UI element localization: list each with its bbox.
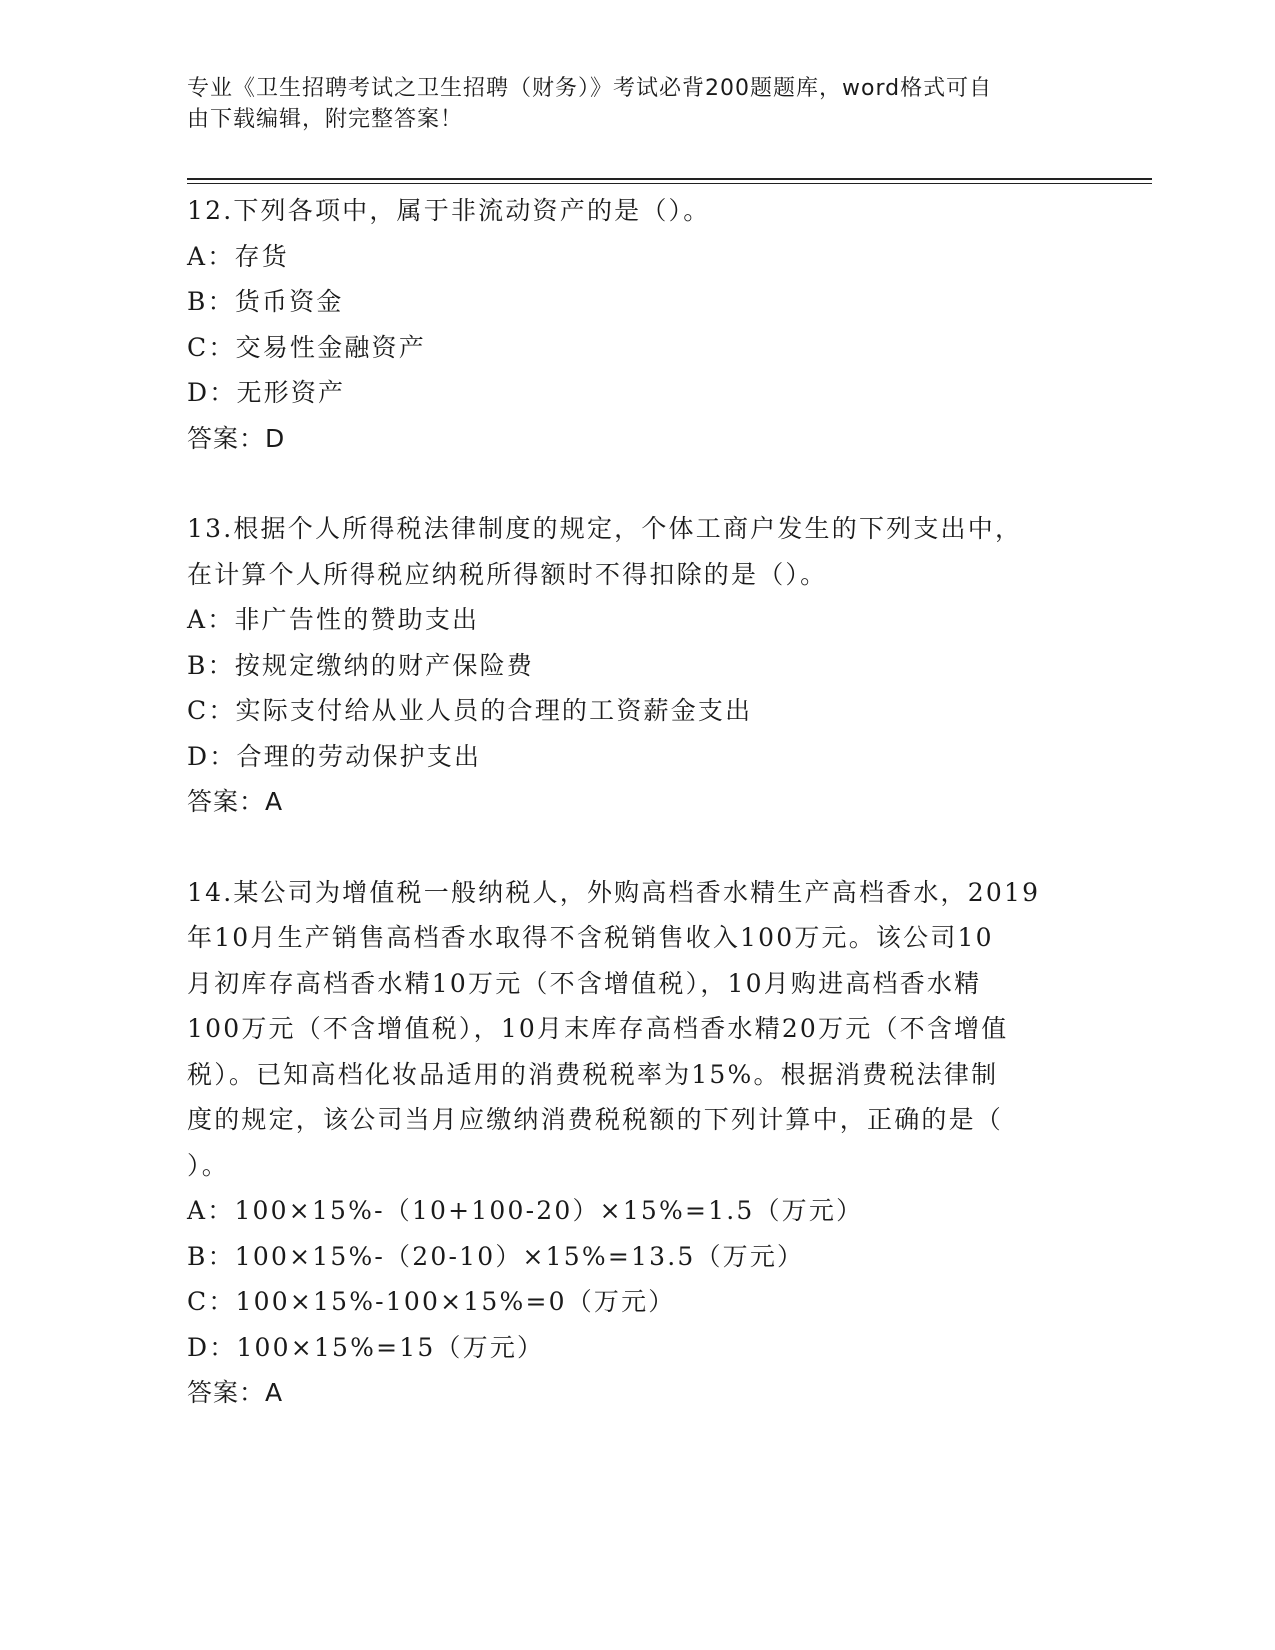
stem-line: ）。 [187,1150,229,1180]
question-stem [187,870,1087,1189]
question-stem [187,188,1087,234]
stem-line: 100万元（不含增值税），10月末库存高档香水精20万元（不含增值 [187,1014,1009,1043]
header-divider-thin [187,183,1152,184]
option-d: D：合理的劳动保护支出 [187,741,482,771]
document-header [187,73,1067,135]
stem-line: 年10月生产销售高档香水取得不含税销售收入100万元。该公司10 [187,923,994,952]
option-a: A：非广告性的赞助支出 [187,605,480,634]
header-divider [187,178,1152,180]
question-12 [187,188,1087,461]
option-b: B：按规定缴纳的财产保险费 [187,650,534,680]
option-c: C：交易性金融资产 [187,332,426,362]
header-line: 专业《卫生招聘考试之卫生招聘（财务）》考试必背200题题库，word格式可自 [187,76,993,101]
option-b: B：100×15%-（20-10）×15%=13.5（万元） [187,1241,805,1271]
stem-line: 12.下列各项中，属于非流动资产的是（）。 [187,196,711,225]
stem-line: 13.根据个人所得税法律制度的规定，个体工商户发生的下列支出中， [187,514,1023,543]
answer-line: 答案：A [187,1378,284,1407]
stem-line: 度的规定，该公司当月应缴纳消费税税额的下列计算中，正确的是（ [187,1105,1004,1134]
stem-line: 月初库存高档香水精10万元（不含增值税），10月购进高档香水精 [187,968,982,998]
question-list [187,188,1087,1416]
option-a: A：存货 [187,241,289,271]
question-stem [187,506,1087,597]
stem-line: 在计算个人所得税应纳税所得额时不得扣除的是（）。 [187,559,828,589]
option-c: C：实际支付给从业人员的合理的工资薪金支出 [187,696,753,725]
answer-line: 答案：D [187,423,286,453]
option-d: D：100×15%=15（万元） [187,1332,545,1362]
option-a: A：100×15%-（10+100-20）×15%=1.5（万元） [187,1196,864,1225]
question-14 [187,870,1087,1416]
stem-line: 税）。已知高档化妆品适用的消费税税率为15%。根据消费税法律制 [187,1059,999,1089]
option-d: D：无形资产 [187,378,346,407]
header-line: 由下载编辑，附完整答案！ [187,107,464,132]
option-b: B：货币资金 [187,287,344,316]
question-13 [187,506,1087,825]
answer-line: 答案：A [187,787,284,816]
option-c: C：100×15%-100×15%=0（万元） [187,1287,676,1316]
stem-line: 14.某公司为增值税一般纳税人，外购高档香水精生产高档香水，2019 [187,877,1041,907]
